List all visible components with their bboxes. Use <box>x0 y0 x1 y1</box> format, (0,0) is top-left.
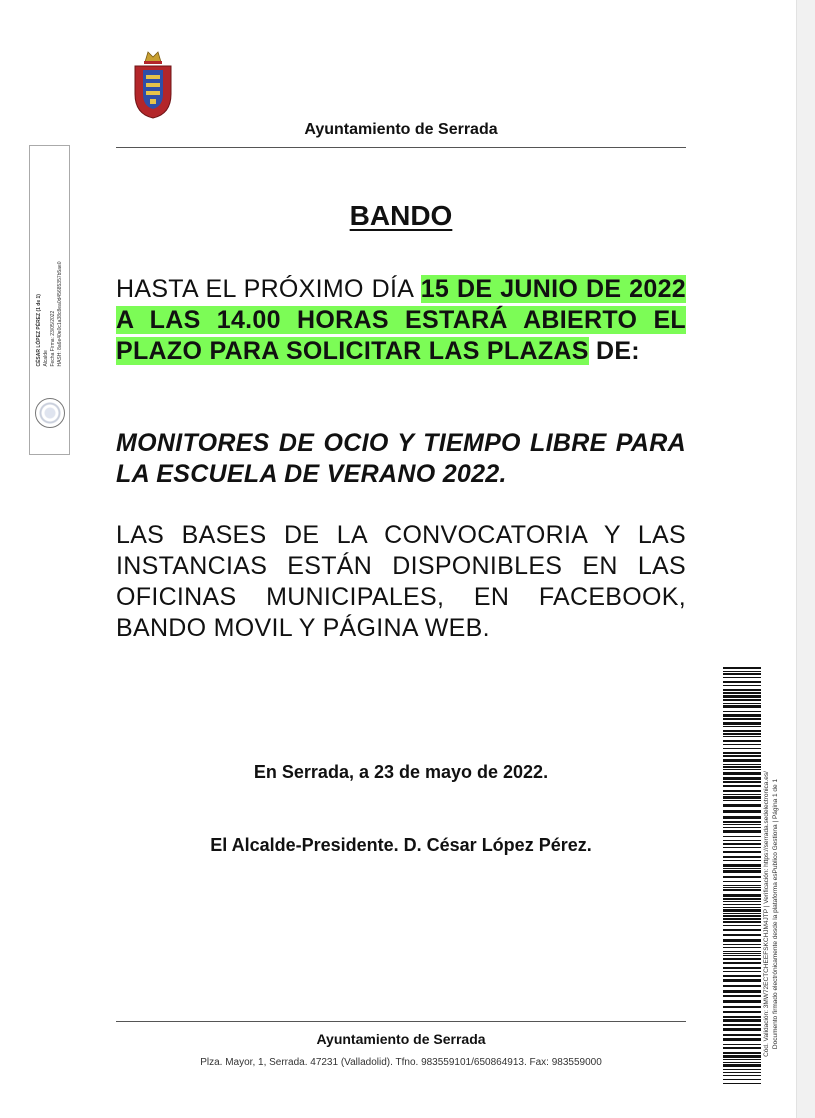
date-line: En Serrada, a 23 de mayo de 2022. <box>253 762 549 782</box>
paragraph-position: MONITORES DE OCIO Y TIEMPO LIBRE PARA LA ESCUELA DE VERANO 2022. <box>116 429 686 488</box>
paragraph-deadline <box>116 274 686 367</box>
validation-barcode <box>723 667 761 1084</box>
header-divider <box>116 147 686 148</box>
verification-code-line: Cód. Validación: 3MW72ECTCHEEFSKCHJM4JTP | Verificación: https://serrada.sedelectronica.es/ <box>763 771 770 1057</box>
signature-hash: HASH: 8a6e40e0c1a38c8ea0d45685357b5ae0 <box>57 261 63 367</box>
signature-role: Alcalde <box>43 350 49 367</box>
document-title: BANDO <box>349 200 453 231</box>
verification-text <box>762 771 780 1057</box>
page-edge <box>796 0 815 1118</box>
signature-stamp <box>29 145 70 455</box>
verification-platform-line: Documento firmado electrónicamente desde la plataforma esPublico Gestiona | Página 1 de 1 <box>772 778 779 1050</box>
footer-org-name: Ayuntamiento de Serrada <box>316 1031 486 1047</box>
seal-icon <box>35 398 65 428</box>
deadline-intro-text: HASTA EL PRÓXIMO DÍA <box>116 275 421 303</box>
footer-address: Plza. Mayor, 1, Serrada. 47231 (Valladolid). Tfno. 983559101/650864913. Fax: 983559000 <box>200 1057 602 1068</box>
header-org-name: Ayuntamiento de Serrada <box>304 121 498 138</box>
footer-divider <box>116 1021 686 1022</box>
signer-line: El Alcalde-Presidente. D. César López Pérez. <box>210 835 592 855</box>
paragraph-availability: LAS BASES DE LA CONVOCATORIA Y LAS INSTANCIAS ESTÁN DISPONIBLES EN LAS OFICINAS MUNICIPALES, EN FACEBOOK, BANDO MOVIL Y PÁGINA WEB. <box>116 521 686 642</box>
deadline-highlight: 15 DE JUNIO DE 2022 A LAS 14.00 HORAS ESTARÁ ABIERTO EL PLAZO PARA SOLICITAR LAS PLAZAS <box>116 275 686 365</box>
coat-of-arms-logo <box>131 48 175 120</box>
deadline-ending: DE: <box>588 337 640 365</box>
signature-signer: CÉSAR LÓPEZ PÉREZ (1 de 1) <box>36 294 42 367</box>
signature-date: Fecha Firma: 23/05/2022 <box>50 310 56 367</box>
signature-stamp-text <box>36 261 64 366</box>
